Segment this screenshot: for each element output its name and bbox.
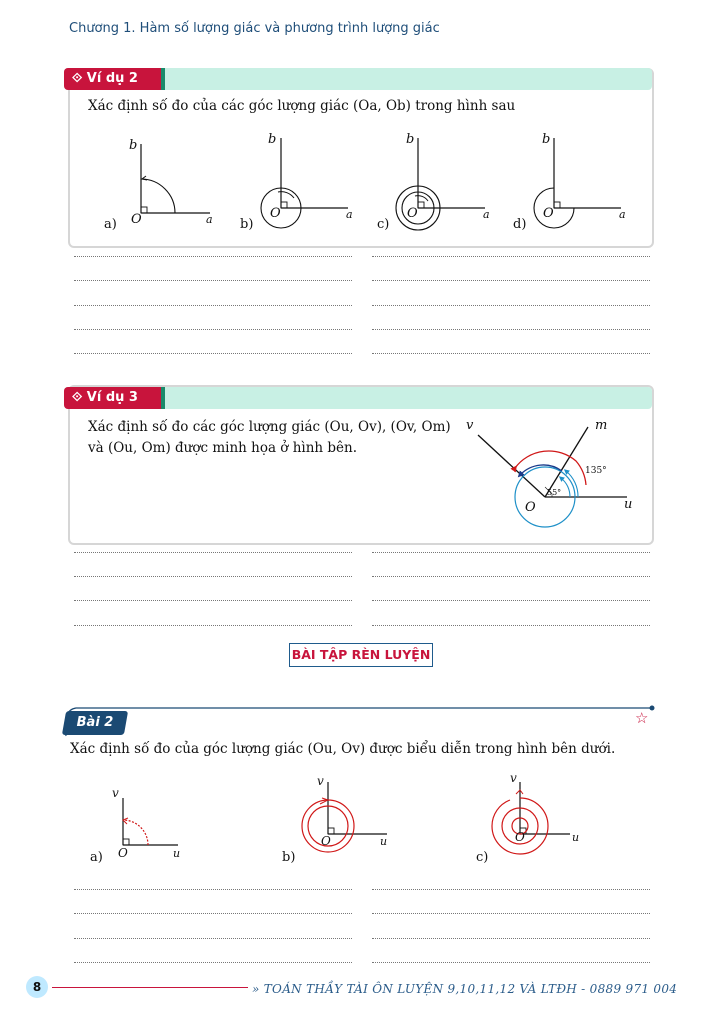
example-2-header — [64, 68, 652, 90]
ex2-b-u-label: u — [380, 835, 388, 848]
footer-text: » TOÁN THẦY TÀI ÔN LUYỆN 9,10,11,12 VÀ LTĐH - 0889 971 004 — [252, 982, 678, 996]
ex2-a-caption: a) — [90, 850, 103, 865]
ex3-v-label: v — [466, 418, 474, 433]
exercise-2-tag: Bài 2 — [62, 711, 128, 735]
fig-a-b-label: b — [129, 138, 138, 153]
fig-c-b-label: b — [406, 132, 415, 147]
fig-b-caption: b) — [240, 217, 254, 232]
fig-d-a-label: a — [619, 208, 626, 221]
ex2-figure-c — [492, 782, 570, 854]
exercise-2-prompt: Xác định số đo của góc lượng giác (Ou, Ov) được biểu diễn trong hình bên dưới. — [70, 741, 616, 757]
ex2-a-o-label: O — [118, 846, 128, 860]
fig-b-a-label: a — [346, 208, 353, 221]
ex2-c-v-label: v — [510, 771, 517, 785]
fig-a-o-label: O — [131, 212, 142, 227]
ex2-a-v-label: v — [112, 786, 119, 800]
fig-d-o-label: O — [543, 206, 554, 221]
ex3-o-label: O — [525, 500, 536, 515]
example-2-prompt: Xác định số đo của các góc lượng giác (Oa, Ob) trong hình sau — [88, 98, 516, 114]
ex3-angle-55: 55° — [547, 488, 562, 497]
diamond-icon: ⟐ — [72, 71, 87, 86]
exercise-2-rule — [58, 700, 658, 740]
practice-section-title: BÀI TẬP RÈN LUYỆN — [289, 643, 433, 667]
fig-c-a-label: a — [483, 208, 490, 221]
ex2-a-u-label: u — [173, 847, 181, 860]
page-number: 8 — [26, 976, 48, 998]
example-3-header — [64, 387, 652, 409]
ex2-c-o-label: O — [515, 830, 525, 844]
ex2-b-caption: b) — [282, 850, 296, 865]
figure-a — [141, 144, 210, 213]
example-3-figure — [460, 415, 640, 540]
ex2-figure-a — [123, 798, 178, 845]
fig-b-b-label: b — [268, 132, 277, 147]
star-icon: ☆ — [635, 709, 649, 727]
ex3-angle-135: 135° — [585, 466, 607, 476]
example-3-prompt-line2: và (Ou, Om) được minh họa ở hình bên. — [88, 440, 358, 456]
fig-c-o-label: O — [407, 206, 418, 221]
footer-rule — [52, 987, 248, 988]
example-2-tag-label: Ví dụ 2 — [86, 71, 138, 86]
ex3-m-label: m — [595, 418, 608, 433]
example-3-prompt-line1: Xác định số đo các góc lượng giác (Ou, Ov), (Ov, Om) — [88, 419, 451, 435]
ex2-c-caption: c) — [476, 850, 489, 865]
fig-b-o-label: O — [270, 206, 281, 221]
chapter-header: Chương 1. Hàm số lượng giác và phương trình lượng giác — [69, 21, 440, 36]
fig-a-caption: a) — [104, 217, 117, 232]
fig-c-caption: c) — [377, 217, 390, 232]
example-2-tag — [64, 68, 161, 90]
example-2-figures — [90, 126, 650, 238]
example-3-tag-label: Ví dụ 3 — [86, 390, 138, 405]
fig-a-a-label: a — [206, 213, 213, 226]
example-3-tag — [64, 387, 161, 409]
ex2-figure-b — [302, 782, 387, 852]
ex2-b-v-label: v — [317, 774, 324, 788]
ex3-u-label: u — [624, 497, 633, 512]
diamond-icon: ⟐ — [72, 390, 87, 405]
fig-d-caption: d) — [513, 217, 527, 232]
ex2-c-u-label: u — [572, 831, 580, 844]
fig-d-b-label: b — [542, 132, 551, 147]
ex2-b-o-label: O — [321, 834, 331, 848]
